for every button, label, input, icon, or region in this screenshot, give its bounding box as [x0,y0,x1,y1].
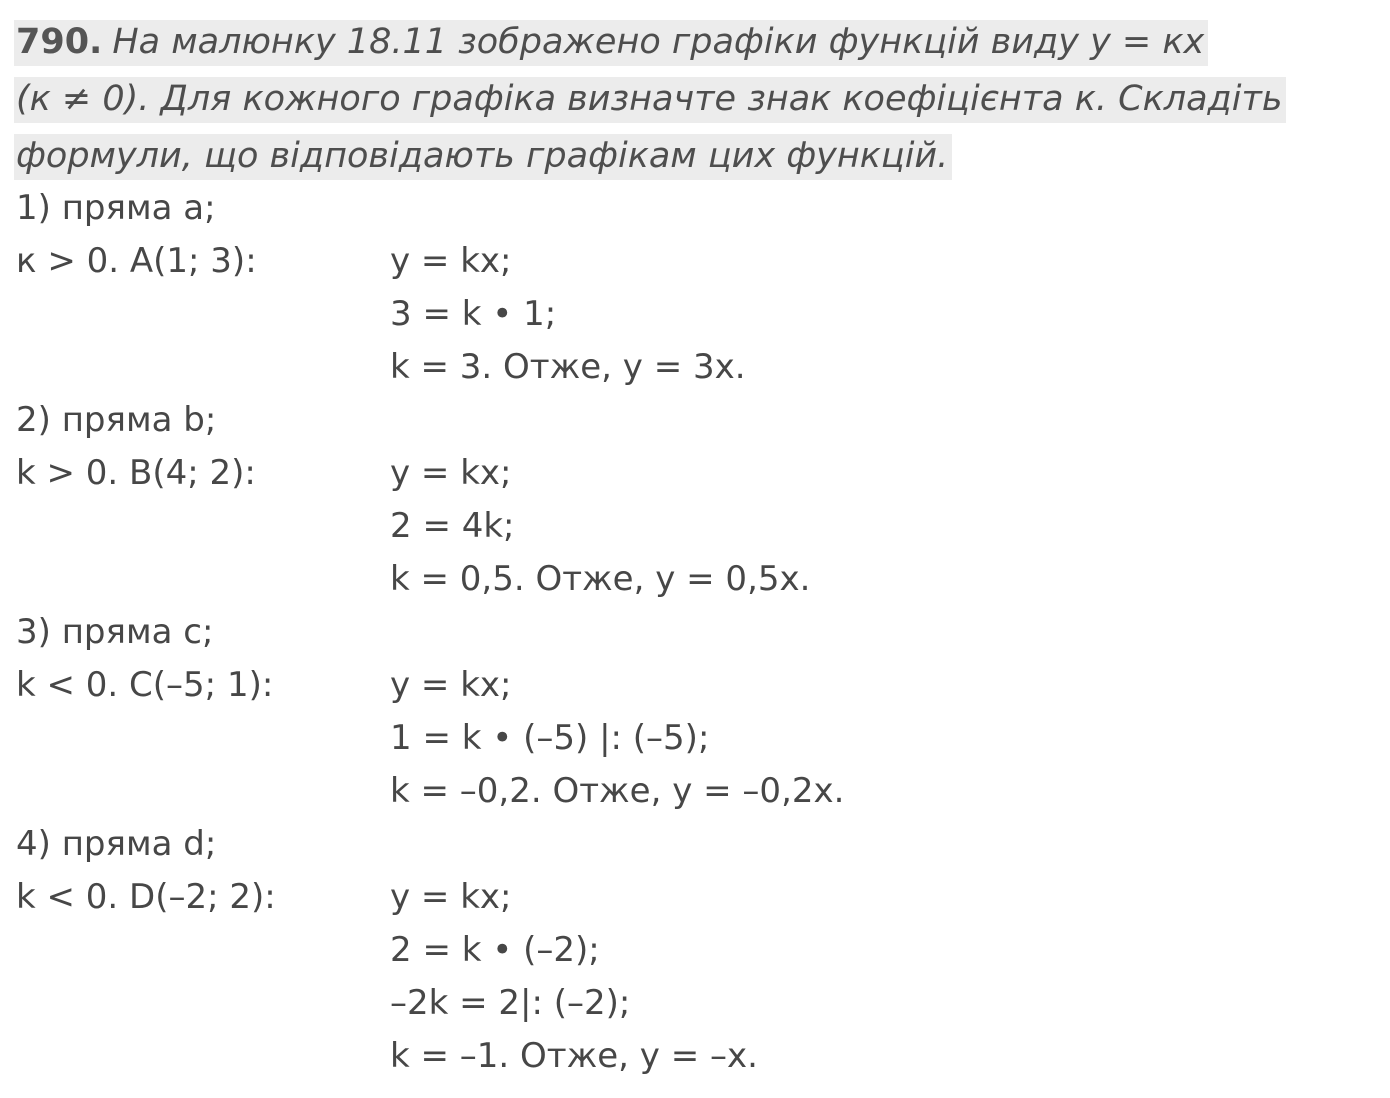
case-3-step-3: k = –0,2. Отже, y = –0,2x. [390,771,845,811]
problem-line-3 [14,128,1374,185]
case-3-condition: k < 0. C(–5; 1): [16,665,274,705]
case-2-condition: k > 0. B(4; 2): [16,453,256,493]
case-4-condition: k < 0. D(–2; 2): [16,877,276,917]
case-4-step-1: y = kx; [390,877,512,917]
case-1-step-2: 3 = k • 1; [390,294,557,334]
case-3-heading: 3) пряма c; [16,612,214,652]
case-1-step-1: y = kx; [390,241,512,281]
case-4-step-2: 2 = k • (–2); [390,930,600,970]
problem-line-1 [14,14,1374,71]
problem-text-3: формули, що відповідають графікам цих функцій. [14,134,952,180]
problem-line-2 [14,71,1374,128]
case-2-step-1: y = kx; [390,453,512,493]
problem-text-1: На малюнку 18.11 зображено графіки функцій виду y = кx [112,22,1205,62]
case-3-step-1: y = kx; [390,665,512,705]
problem-number: 790. [16,22,103,62]
case-4-step-3: –2k = 2|: (–2); [390,983,631,1023]
case-1-step-3: k = 3. Отже, y = 3x. [390,347,746,387]
problem-text-2: (к ≠ 0). Для кожного графіка визначте знак коефіцієнта к. Складіть [14,77,1286,123]
case-4-heading: 4) пряма d; [16,824,217,864]
case-2-heading: 2) пряма b; [16,400,217,440]
case-1-heading: 1) пряма a; [16,188,216,228]
case-3-step-2: 1 = k • (–5) |: (–5); [390,718,710,758]
problem-statement [14,14,1374,185]
case-2-step-2: 2 = 4k; [390,506,515,546]
case-4-step-4: k = –1. Отже, y = –x. [390,1036,758,1076]
case-2-step-3: k = 0,5. Отже, y = 0,5x. [390,559,811,599]
case-1-condition: к > 0. A(1; 3): [16,241,257,281]
